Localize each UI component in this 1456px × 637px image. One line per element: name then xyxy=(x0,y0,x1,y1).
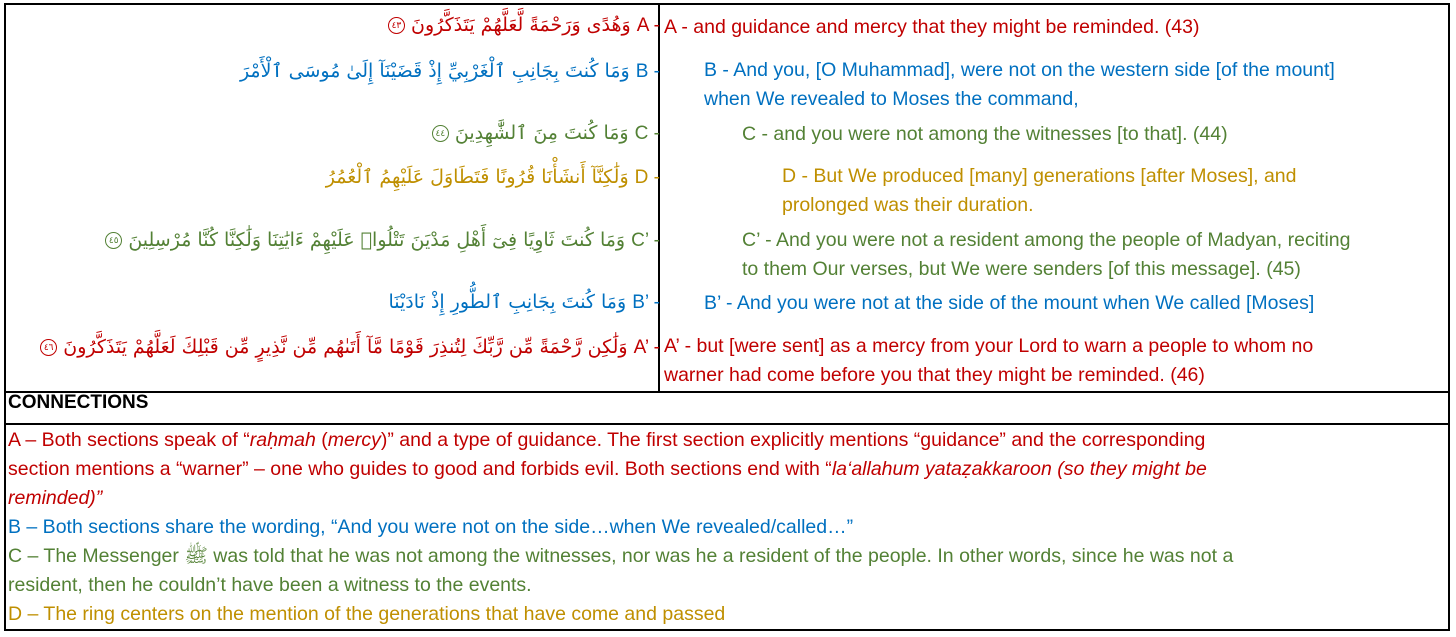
arabic-text: وَلَٰكِنَّآ أَنشَأْنَا قُرُونًا فَتَطَاوَلَ عَلَيْهِمُ ٱلْعُمُرُ xyxy=(325,166,629,188)
arabic-text: وَمَا كُنتَ بِجَانِبِ ٱلطُّورِ إِذْ نَادَيْنَا xyxy=(388,291,627,313)
ayah-number-marker: ٤٦ xyxy=(40,339,57,356)
english-verse-c xyxy=(742,120,1228,149)
translation-line: D - But We produced [many] generations [after Moses], and xyxy=(782,165,1297,187)
verse-label: A - xyxy=(636,15,660,36)
arabic-verse-b-prime xyxy=(389,291,661,314)
connections-heading: CONNECTIONS xyxy=(8,392,149,413)
translation-line: prolonged was their duration. xyxy=(782,194,1034,216)
connection-d: D – The ring centers on the mention of the generations that have come and passed xyxy=(8,603,726,625)
italic-term: raḥmah xyxy=(249,429,316,451)
connection-a-line-1 xyxy=(8,426,1205,455)
arabic-text: وَمَا كُنتَ بِجَانِبِ ٱلْغَرْبِيِّ إِذْ قَضَيْنَآ إِلَىٰ مُوسَى ٱلْأَمْرَ xyxy=(239,60,630,82)
translation-line: A - and guidance and mercy that they might be reminded. (43) xyxy=(664,16,1200,38)
english-verse-b-prime xyxy=(704,289,1314,318)
arabic-verse-a xyxy=(388,14,660,37)
table-divider xyxy=(6,423,1448,425)
english-verse-c-prime xyxy=(742,226,1350,284)
text-span: ( xyxy=(315,429,328,451)
connection-c-line-1: C – The Messenger ﷺ was told that he was not among the witnesses, nor was he a resident of the people. In other words, since he was not a xyxy=(8,545,1234,567)
italic-term: mercy xyxy=(327,429,381,451)
translation-line: when We revealed to Moses the command, xyxy=(704,88,1079,110)
arabic-verse-b xyxy=(240,60,660,83)
english-verse-a-prime xyxy=(664,332,1313,390)
italic-term: la‘allahum yataẓakkaroon (so they might be xyxy=(831,458,1207,480)
english-verse-a xyxy=(664,13,1199,42)
translation-line: warner had come before you that they might be reminded. (46) xyxy=(664,364,1205,386)
ayah-number-marker: ٤٥ xyxy=(105,232,122,249)
arabic-verse-c xyxy=(432,122,660,145)
arabic-verse-a-prime xyxy=(40,336,660,359)
verse-label: C’ - xyxy=(631,230,660,251)
translation-line: A’ - but [were sent] as a mercy from your Lord to warn a people to whom no xyxy=(664,335,1314,357)
arabic-text: وَمَا كُنتَ ثَاوِيًا فِىٓ أَهْلِ مَدْيَنَ تَتْلُوا۟ عَلَيْهِمْ ءَايَٰتِنَا وَلَٰكِنَّا كُنَّا مُرْسِلِينَ xyxy=(128,229,626,251)
arabic-text: وَهُدًى وَرَحْمَةً لَّعَلَّهُمْ يَتَذَكَّرُونَ xyxy=(410,14,631,36)
ayah-number-marker: ٤٣ xyxy=(388,17,405,34)
english-verse-b xyxy=(704,56,1335,114)
table-divider xyxy=(6,391,1448,393)
verse-label: B’ - xyxy=(632,292,660,313)
connection-a-line-3 xyxy=(8,484,102,513)
connection-a-line-2 xyxy=(8,455,1207,484)
translation-line: B’ - And you were not at the side of the mount when We called [Moses] xyxy=(704,292,1315,314)
connection-b: B – Both sections share the wording, “And you were not on the side…when We revealed/called…” xyxy=(8,516,854,538)
verse-label: D - xyxy=(634,167,660,188)
arabic-verse-c-prime xyxy=(105,229,660,252)
arabic-text: وَلَٰكِن رَّحْمَةً مِّن رَّبِّكَ لِتُنذِرَ قَوْمًا مَّآ أَتَىٰهُم مِّن نَّذِيرٍ مِّن قَبْلِكَ لَعَلَّهُمْ يَتَذَكَّرُونَ xyxy=(63,336,628,358)
ayah-number-marker: ٤٤ xyxy=(432,125,449,142)
arabic-text: وَمَا كُنتَ مِنَ ٱلشَّٰهِدِينَ xyxy=(454,122,629,144)
verse-label: B - xyxy=(635,61,660,82)
arabic-verse-d xyxy=(326,166,660,189)
translation-line: to them Our verses, but We were senders [of this message]. (45) xyxy=(742,258,1301,280)
connection-c-line-2: resident, then he couldn’t have been a witness to the events. xyxy=(8,574,532,596)
translation-line: C’ - And you were not a resident among the people of Madyan, reciting xyxy=(742,229,1351,251)
english-verse-d xyxy=(782,162,1296,220)
verse-label: C - xyxy=(634,123,660,144)
translation-line: C - and you were not among the witnesses [to that]. (44) xyxy=(742,123,1228,145)
text-span: A – Both sections speak of “ xyxy=(8,429,250,451)
verse-label: A’ - xyxy=(633,337,660,358)
text-span: section mentions a “warner” – one who guides to good and forbids evil. Both sections end with “ xyxy=(8,458,832,480)
italic-term: reminded)” xyxy=(8,487,103,509)
text-span: )” and a type of guidance. The first section explicitly mentions “guidance” and the corresponding xyxy=(380,429,1206,451)
translation-line: B - And you, [O Muhammad], were not on the western side [of the mount] xyxy=(704,59,1335,81)
